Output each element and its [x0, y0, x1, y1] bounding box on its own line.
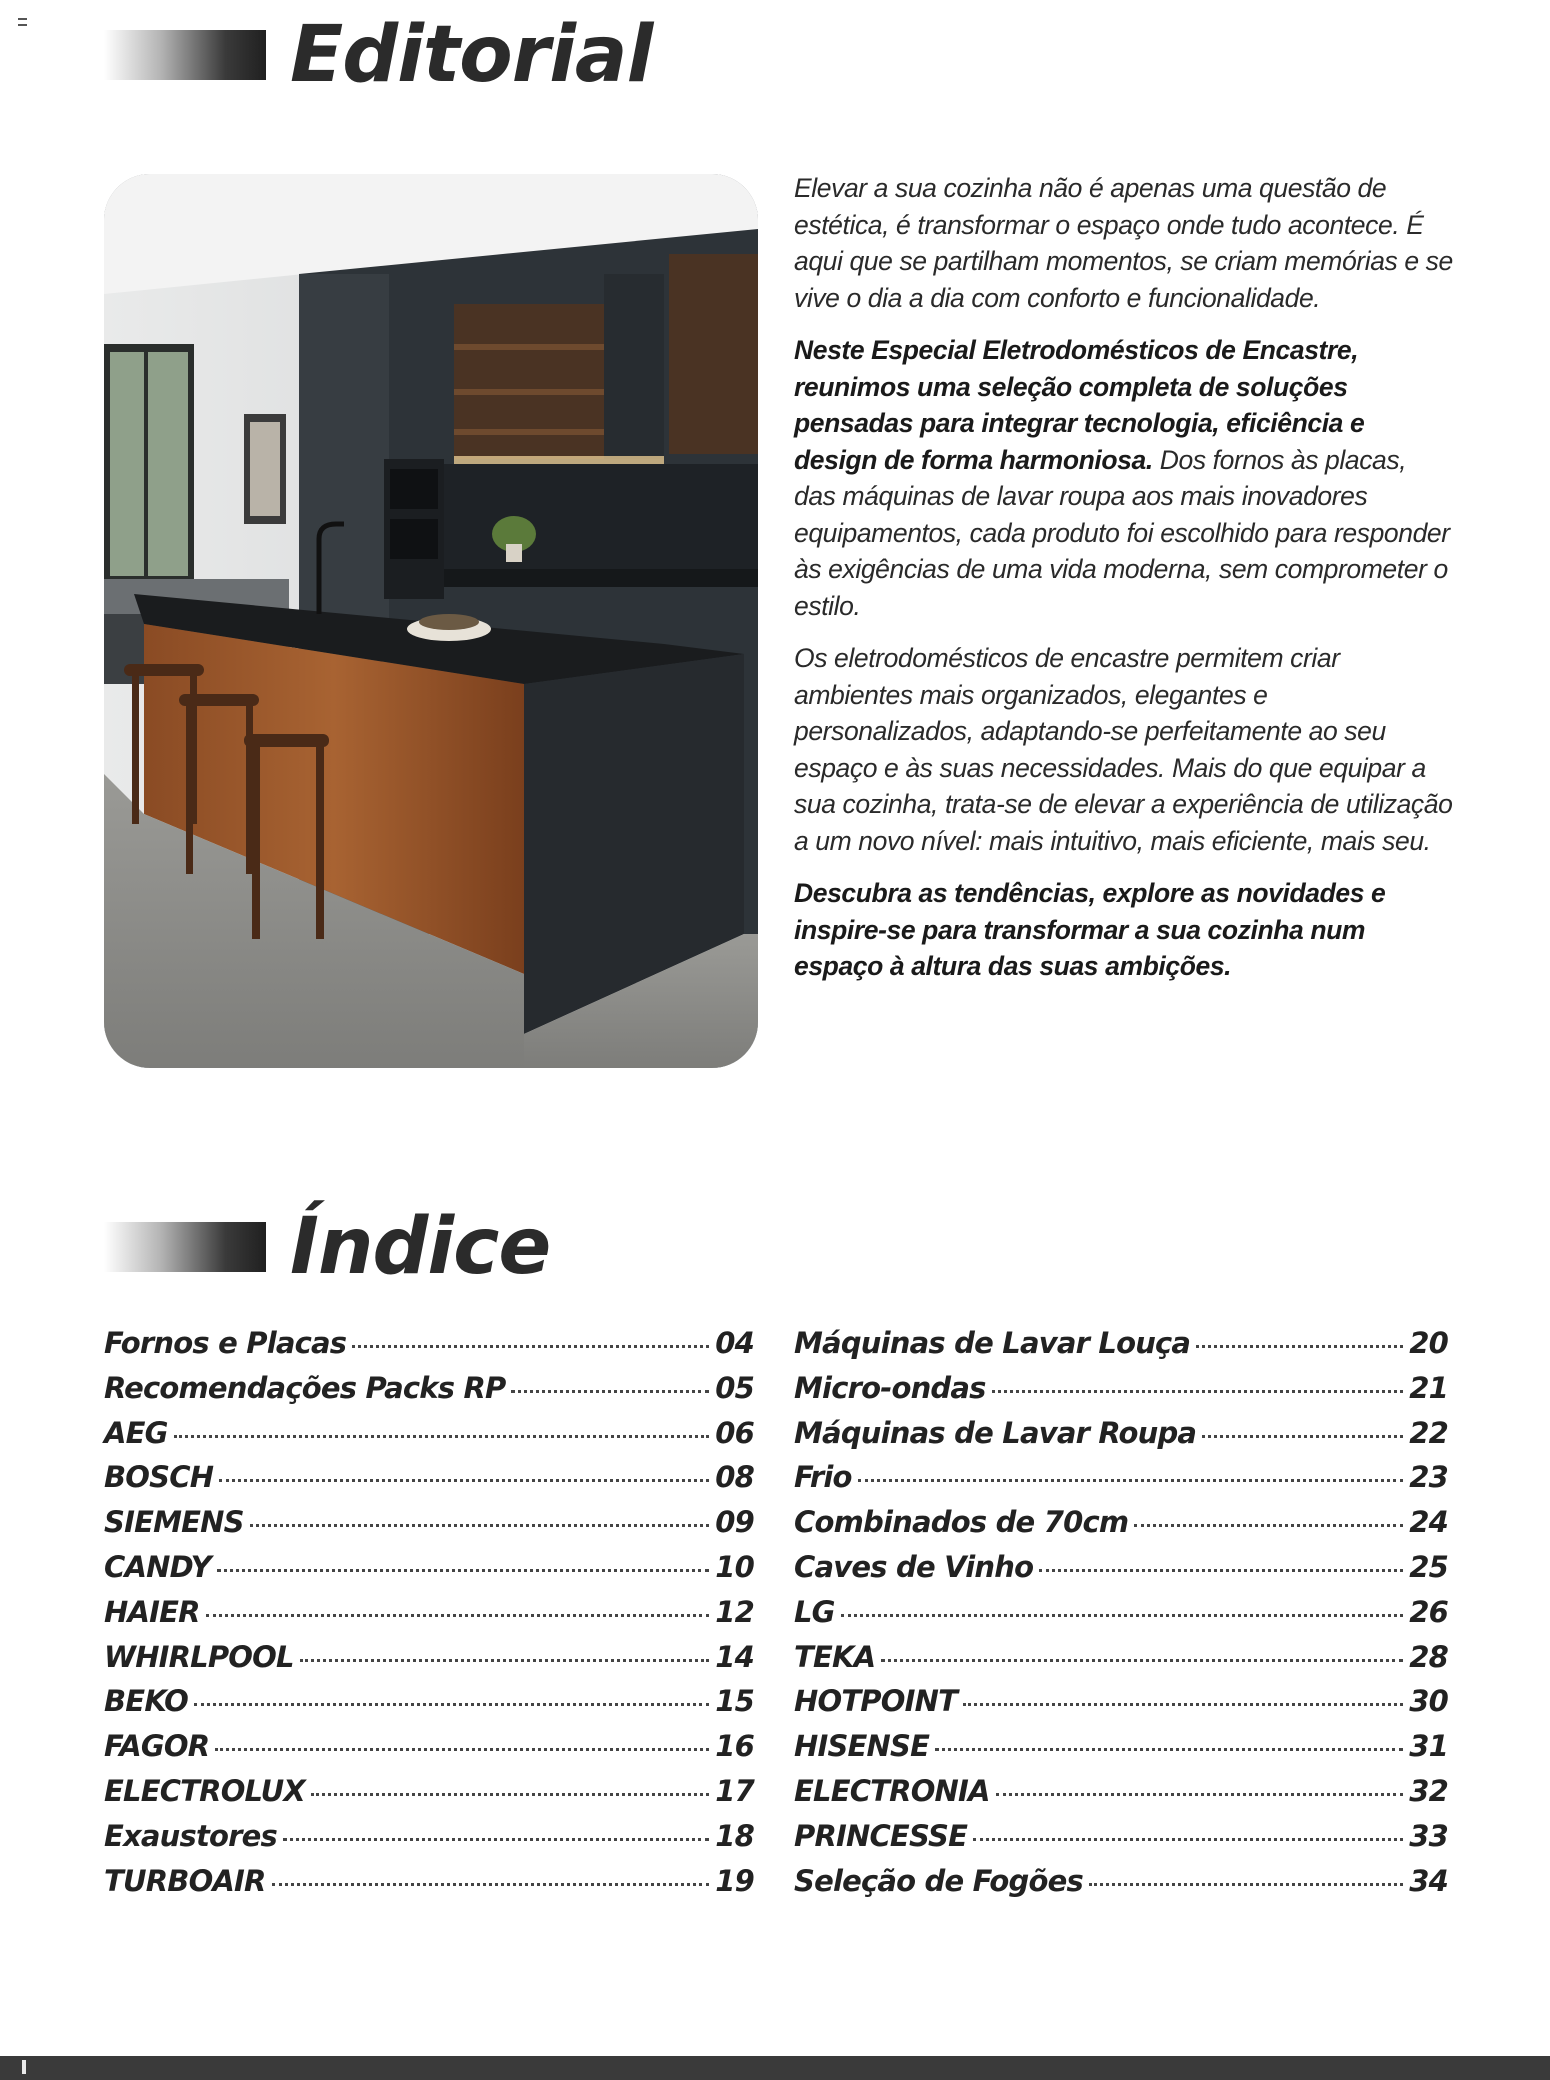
index-entry	[104, 1819, 754, 1864]
index-entry-page: 08	[715, 1460, 754, 1495]
index-entry-page: 25	[1409, 1549, 1448, 1584]
dot-leader	[511, 1390, 709, 1393]
dot-leader	[250, 1524, 710, 1527]
index-entry-page: 21	[1409, 1370, 1448, 1405]
index-entry-page: 30	[1409, 1684, 1448, 1719]
index-entry-label: HISENSE	[794, 1729, 930, 1764]
index-entry	[104, 1864, 754, 1909]
dot-leader	[1134, 1524, 1403, 1527]
editorial-paragraph	[794, 640, 1454, 859]
index-entry-label: TURBOAIR	[104, 1863, 266, 1898]
index-entry-label: Combinados de 70cm	[794, 1505, 1129, 1540]
dot-leader	[996, 1793, 1404, 1796]
dot-leader	[1089, 1883, 1403, 1886]
index-entry	[104, 1371, 754, 1416]
index-entry-label: CANDY	[104, 1549, 211, 1584]
dot-leader	[973, 1838, 1403, 1841]
index-entry-label: ELECTRONIA	[794, 1773, 990, 1808]
index-entry-label: Caves de Vinho	[794, 1549, 1034, 1584]
dot-leader	[1202, 1435, 1403, 1438]
index-entry	[104, 1640, 754, 1685]
index-entry	[794, 1819, 1448, 1864]
index-entry-page: 19	[715, 1863, 754, 1898]
index-entry-page: 26	[1409, 1594, 1448, 1629]
dot-leader	[300, 1659, 710, 1662]
dot-leader	[174, 1435, 710, 1438]
kitchen-photo	[104, 174, 758, 1068]
index-entry	[104, 1550, 754, 1595]
index-entry-label: SIEMENS	[104, 1505, 244, 1540]
index-entry-label: TEKA	[794, 1639, 876, 1674]
index-entry	[794, 1550, 1448, 1595]
editorial-body	[794, 170, 1454, 1001]
body-text: Dos fornos às placas, das máquinas de lavar roupa aos mais inovadores equipamentos, cada produto foi escolhido para responder às exigências de uma vida moderna, sem comprometer o estilo.	[794, 444, 1450, 621]
index-column-right	[794, 1326, 1448, 1908]
heading-gradient-bar	[104, 30, 266, 80]
editorial-title: Editorial	[290, 10, 653, 100]
index-entry-page: 31	[1409, 1729, 1448, 1764]
index-entry-page: 10	[715, 1549, 754, 1584]
kitchen-illustration	[104, 174, 758, 1068]
dot-leader	[858, 1479, 1404, 1482]
index-entry-label: Seleção de Fogões	[794, 1863, 1083, 1898]
dot-leader	[283, 1838, 709, 1841]
index-entry	[104, 1684, 754, 1729]
index-entry	[104, 1326, 754, 1371]
footer-mark	[22, 2060, 26, 2074]
index-entry-page: 23	[1409, 1460, 1448, 1495]
index-column-left	[104, 1326, 754, 1908]
dot-leader	[1039, 1569, 1403, 1572]
index-entry-label: HAIER	[104, 1594, 200, 1629]
editorial-paragraph	[794, 875, 1454, 985]
dot-leader	[311, 1793, 709, 1796]
index-entry-label: Fornos e Placas	[104, 1326, 347, 1360]
indice-heading	[104, 1192, 550, 1302]
index-entry-label: Micro-ondas	[794, 1370, 986, 1405]
dot-leader	[219, 1479, 709, 1482]
emphasis-text: Neste Especial Eletrodomésticos de Encastre, reunimos uma seleção completa de soluções pensadas para integrar tecnologia, eficiência e design de forma harmoniosa.	[794, 335, 1365, 475]
index-entry-page: 04	[715, 1326, 754, 1360]
index-entry-label: ELECTROLUX	[104, 1773, 305, 1808]
index-entry-page: 12	[715, 1594, 754, 1629]
index-entry-label: BOSCH	[104, 1460, 214, 1495]
index-entry-label: LG	[794, 1594, 835, 1629]
index-entry-page: 32	[1409, 1773, 1448, 1808]
index-entry-page: 14	[715, 1639, 754, 1674]
index-entry-page: 34	[1409, 1863, 1448, 1898]
index-entry-label: Frio	[794, 1460, 852, 1495]
page-corner-mark	[18, 18, 27, 26]
index-entry-label: Máquinas de Lavar Roupa	[794, 1415, 1197, 1450]
index-entry-page: 06	[715, 1415, 754, 1450]
index-entry-page: 18	[715, 1818, 754, 1853]
index-entry-label: Exaustores	[104, 1818, 278, 1853]
dot-leader	[881, 1659, 1403, 1662]
dot-leader	[217, 1569, 709, 1572]
dot-leader	[841, 1614, 1404, 1617]
index-entry	[104, 1774, 754, 1819]
editorial-paragraph	[794, 332, 1454, 624]
index-entry	[104, 1729, 754, 1774]
index-entry	[794, 1640, 1448, 1685]
editorial-heading	[104, 0, 652, 110]
dot-leader	[206, 1614, 710, 1617]
index-entry-label: AEG	[104, 1415, 168, 1450]
index-entry	[794, 1774, 1448, 1819]
body-text: Elevar a sua cozinha não é apenas uma questão de estética, é transformar o espaço onde tudo acontece. É aqui que se partilham momentos, se criam memórias e se vive o dia a dia com conforto e funcionalidade.	[794, 173, 1453, 313]
index-entry	[794, 1326, 1448, 1371]
index-entry	[794, 1460, 1448, 1505]
index-entry	[794, 1684, 1448, 1729]
index-entry	[794, 1371, 1448, 1416]
index-entry	[104, 1505, 754, 1550]
index-entry-page: 09	[715, 1505, 754, 1540]
index-entry-page: 20	[1409, 1326, 1448, 1360]
dot-leader	[272, 1883, 710, 1886]
dot-leader	[352, 1345, 709, 1348]
index-entry-label: HOTPOINT	[794, 1684, 958, 1719]
index-entry-label: BEKO	[104, 1684, 188, 1719]
index-entry	[794, 1595, 1448, 1640]
index-entry-page: 24	[1409, 1505, 1448, 1540]
footer-band	[0, 2056, 1550, 2080]
index-entry	[104, 1460, 754, 1505]
index-entry-label: Máquinas de Lavar Louça	[794, 1326, 1191, 1360]
index-entry-page: 17	[715, 1773, 754, 1808]
index-entry-page: 22	[1409, 1415, 1448, 1450]
index-entry	[794, 1416, 1448, 1461]
index-entry-page: 33	[1409, 1818, 1448, 1853]
index-entry-label: WHIRLPOOL	[104, 1639, 294, 1674]
dot-leader	[992, 1390, 1404, 1393]
indice-title: Índice	[290, 1202, 551, 1292]
body-text: Os eletrodomésticos de encastre permitem criar ambientes mais organizados, elegantes e personalizados, adaptando-se perfeitamente ao seu espaço e às suas necessidades. Mais do que equipar a sua cozinha, trata-se de elevar a experiência de utilização a um novo nível: mais intuitivo, mais eficiente, mais seu.	[794, 643, 1453, 856]
index-entry-page: 16	[715, 1729, 754, 1764]
index-entry-label: FAGOR	[104, 1729, 210, 1764]
index-entry	[794, 1864, 1448, 1909]
index-entry-page: 05	[715, 1370, 754, 1405]
editorial-paragraph	[794, 170, 1454, 316]
dot-leader	[963, 1703, 1403, 1706]
index-entry-label: PRINCESSE	[794, 1818, 968, 1853]
index-entry	[104, 1416, 754, 1461]
index-entry-page: 28	[1409, 1639, 1448, 1674]
index-entry	[104, 1595, 754, 1640]
dot-leader	[194, 1703, 709, 1706]
index-entry	[794, 1505, 1448, 1550]
heading-gradient-bar	[104, 1222, 266, 1272]
index-entry-label: Recomendações Packs RP	[104, 1370, 506, 1405]
dot-leader	[215, 1748, 709, 1751]
dot-leader	[935, 1748, 1403, 1751]
dot-leader	[1196, 1345, 1403, 1348]
index-entry	[794, 1729, 1448, 1774]
index-entry-page: 15	[715, 1684, 754, 1719]
emphasis-text: Descubra as tendências, explore as novidades e inspire-se para transformar a sua cozinha num espaço à altura das suas ambições.	[794, 878, 1386, 981]
